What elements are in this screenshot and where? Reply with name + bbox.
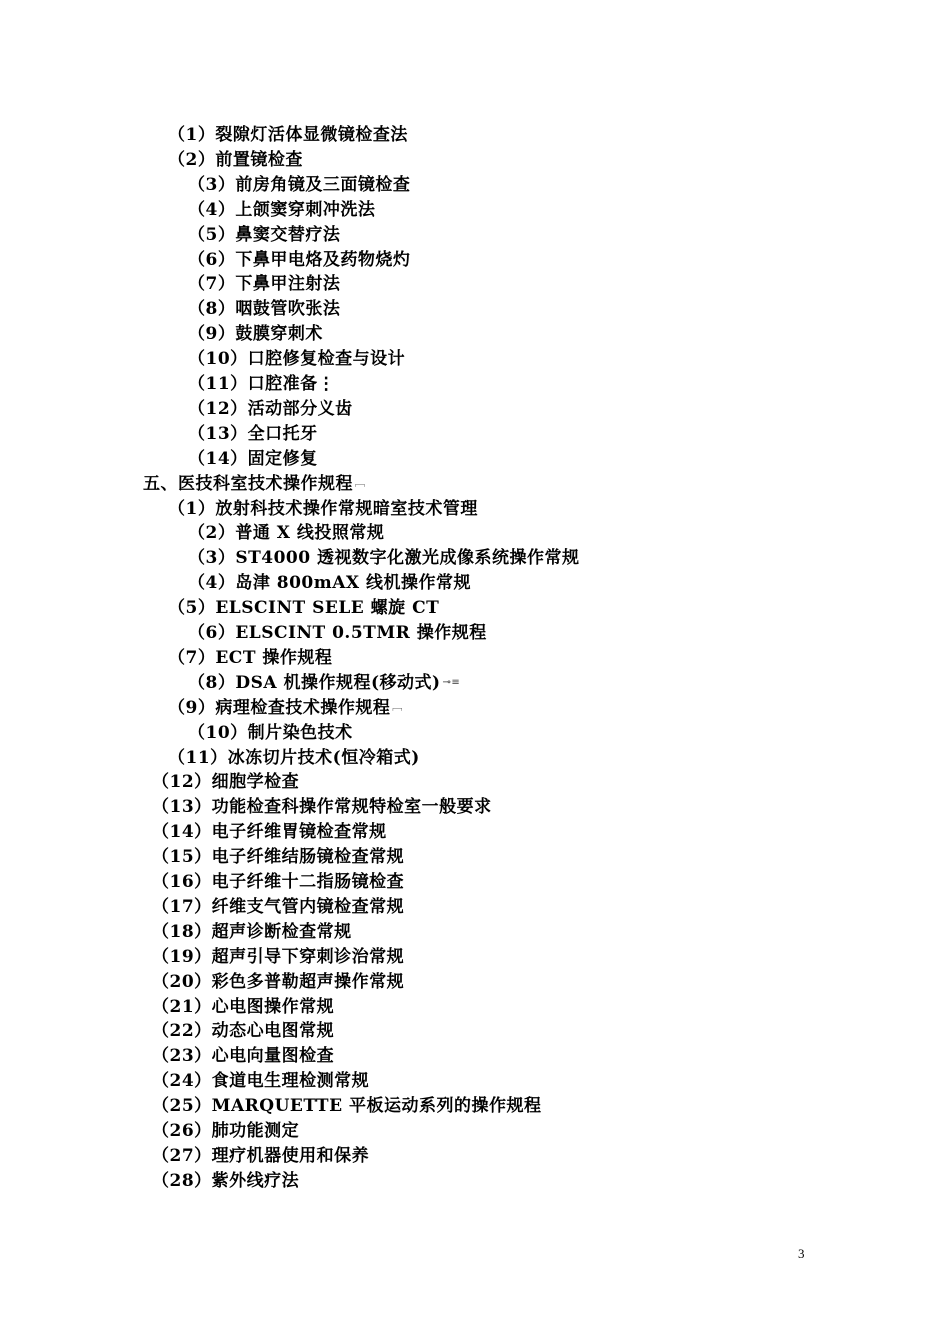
- toc-entry-text: （12）活动部分义齿: [188, 398, 353, 419]
- toc-entry-text: （12）细胞学检查: [152, 772, 300, 793]
- toc-entry: [152, 1044, 334, 1068]
- toc-entry: [152, 945, 404, 969]
- toc-entry: [152, 770, 299, 794]
- toc-entry: [188, 571, 471, 595]
- toc-entry-mark: ﹇: [355, 478, 366, 490]
- toc-entry: [188, 297, 340, 321]
- toc-entry-text: （10）制片染色技术: [188, 722, 353, 743]
- toc-entry-text: （18）超声诊断检查常规: [152, 921, 352, 942]
- toc-entry-text: （5）鼻窦交替疗法: [188, 224, 341, 245]
- toc-entry: [188, 322, 323, 346]
- toc-entry: [188, 422, 318, 446]
- toc-entry: [168, 148, 303, 172]
- toc-entry: [152, 795, 492, 819]
- toc-entry-text: （25）MARQUETTE 平板运动系列的操作规程: [152, 1096, 542, 1117]
- toc-entry-text: （3）ST4000 透视数字化激光成像系统操作常规: [188, 548, 580, 569]
- toc-entry-text: （20）彩色多普勒超声操作常规: [152, 971, 405, 992]
- toc-entry: [188, 173, 410, 197]
- toc-entry: [168, 123, 408, 147]
- toc-entry-text: （9）鼓膜穿刺术: [188, 324, 323, 345]
- toc-entry: [152, 995, 334, 1019]
- toc-entry: [152, 1094, 541, 1118]
- toc-entry-text: （5）ELSCINT SELE 螺旋 CT: [168, 598, 440, 619]
- toc-entry: [188, 621, 487, 645]
- toc-entry-text: （17）纤维支气管内镜检查常规: [152, 896, 405, 917]
- toc-entry-text: （22）动态心电图常规: [152, 1021, 335, 1042]
- toc-entry-text: （24）食道电生理检测常规: [152, 1071, 370, 1092]
- toc-entry-text: （4）上颌窦穿刺冲洗法: [188, 199, 376, 220]
- toc-entry-text: （11）口腔准备⋮: [188, 374, 336, 394]
- toc-entry-text: （10）口腔修复检查与设计: [188, 349, 406, 370]
- toc-entry: [152, 1019, 334, 1043]
- toc-entry: [188, 521, 384, 545]
- toc-entry-text: 五、医技科室技术操作规程: [143, 473, 353, 494]
- toc-entry-text: （14）固定修复: [188, 448, 318, 469]
- toc-entry-text: （13）全口托牙: [188, 423, 318, 444]
- toc-entry: [188, 447, 318, 471]
- toc-entry-text: （28）紫外线疗法: [152, 1170, 300, 1191]
- toc-entry-text: （21）心电图操作常规: [152, 996, 335, 1017]
- toc-entry-text: （13）功能检查科操作常规特检室一般要求: [152, 797, 492, 818]
- toc-entry: [152, 820, 387, 844]
- toc-entry: [152, 1144, 369, 1168]
- toc-entry-text: （4）岛津 800mAX 线机操作常规: [188, 573, 472, 594]
- toc-entry-text: （7）下鼻甲注射法: [188, 274, 341, 295]
- toc-entry-text: （8）DSA 机操作规程(移动式): [188, 672, 441, 693]
- toc-entry: [152, 1119, 299, 1143]
- toc-entry: [168, 696, 403, 720]
- toc-entry: [168, 497, 478, 521]
- toc-entry: [152, 1069, 369, 1093]
- toc-entry: [143, 472, 366, 496]
- toc-entry: [152, 1169, 299, 1193]
- toc-entry: [188, 198, 375, 222]
- toc-entry-text: （2）普通 X 线投照常规: [188, 523, 385, 544]
- toc-entry: [152, 895, 404, 919]
- toc-entry: [188, 671, 460, 695]
- toc-entry: [188, 372, 335, 396]
- toc-entry-text: （1）裂隙灯活体显微镜检查法: [168, 125, 408, 145]
- toc-entry-text: （11）冰冻切片技术(恒冷箱式): [168, 747, 420, 768]
- toc-entry: [188, 721, 353, 745]
- toc-entry: [168, 646, 332, 670]
- toc-entry-text: （8）咽鼓管吹张法: [188, 299, 341, 320]
- toc-entry-text: （9）病理检查技术操作规程: [168, 697, 391, 718]
- page-number: 3: [798, 1246, 805, 1261]
- toc-entry-text: （3）前房角镜及三面镜检查: [188, 174, 411, 195]
- toc-entry: [188, 397, 353, 421]
- toc-entry: [188, 347, 405, 371]
- toc-entry-text: （14）电子纤维胃镜检查常规: [152, 822, 387, 843]
- toc-entry-text: （1）放射科技术操作常规暗室技术管理: [168, 498, 478, 519]
- toc-entry: [188, 223, 340, 247]
- toc-entry-text: （15）电子纤维结肠镜检查常规: [152, 847, 405, 868]
- toc-entry: [152, 845, 404, 869]
- toc-entry: [168, 746, 420, 770]
- toc-entry: [188, 272, 340, 296]
- toc-entry: [152, 870, 404, 894]
- toc-entry: [188, 248, 410, 272]
- toc-entry: [152, 920, 352, 944]
- toc-entry-text: （2）前置镜检查: [168, 149, 303, 170]
- toc-entry-text: （19）超声引导下穿刺诊治常规: [152, 946, 405, 967]
- toc-entry: [152, 970, 404, 994]
- toc-entry-text: （7）ECT 操作规程: [168, 647, 333, 668]
- toc-entry: [188, 546, 580, 570]
- toc-entry: [168, 596, 439, 620]
- toc-entry-mark: ⊸≡: [442, 677, 461, 689]
- toc-entry-text: （26）肺功能测定: [152, 1121, 300, 1141]
- toc-entry-mark: ﹇: [392, 702, 403, 714]
- toc-entry-text: （23）心电向量图检查: [152, 1046, 335, 1067]
- toc-entry-text: （6）ELSCINT 0.5TMR 操作规程: [188, 623, 487, 643]
- toc-entry-text: （27）理疗机器使用和保养: [152, 1145, 370, 1166]
- toc-entry-text: （16）电子纤维十二指肠镜检查: [152, 872, 405, 892]
- toc-entry-text: （6）下鼻甲电烙及药物烧灼: [188, 249, 411, 270]
